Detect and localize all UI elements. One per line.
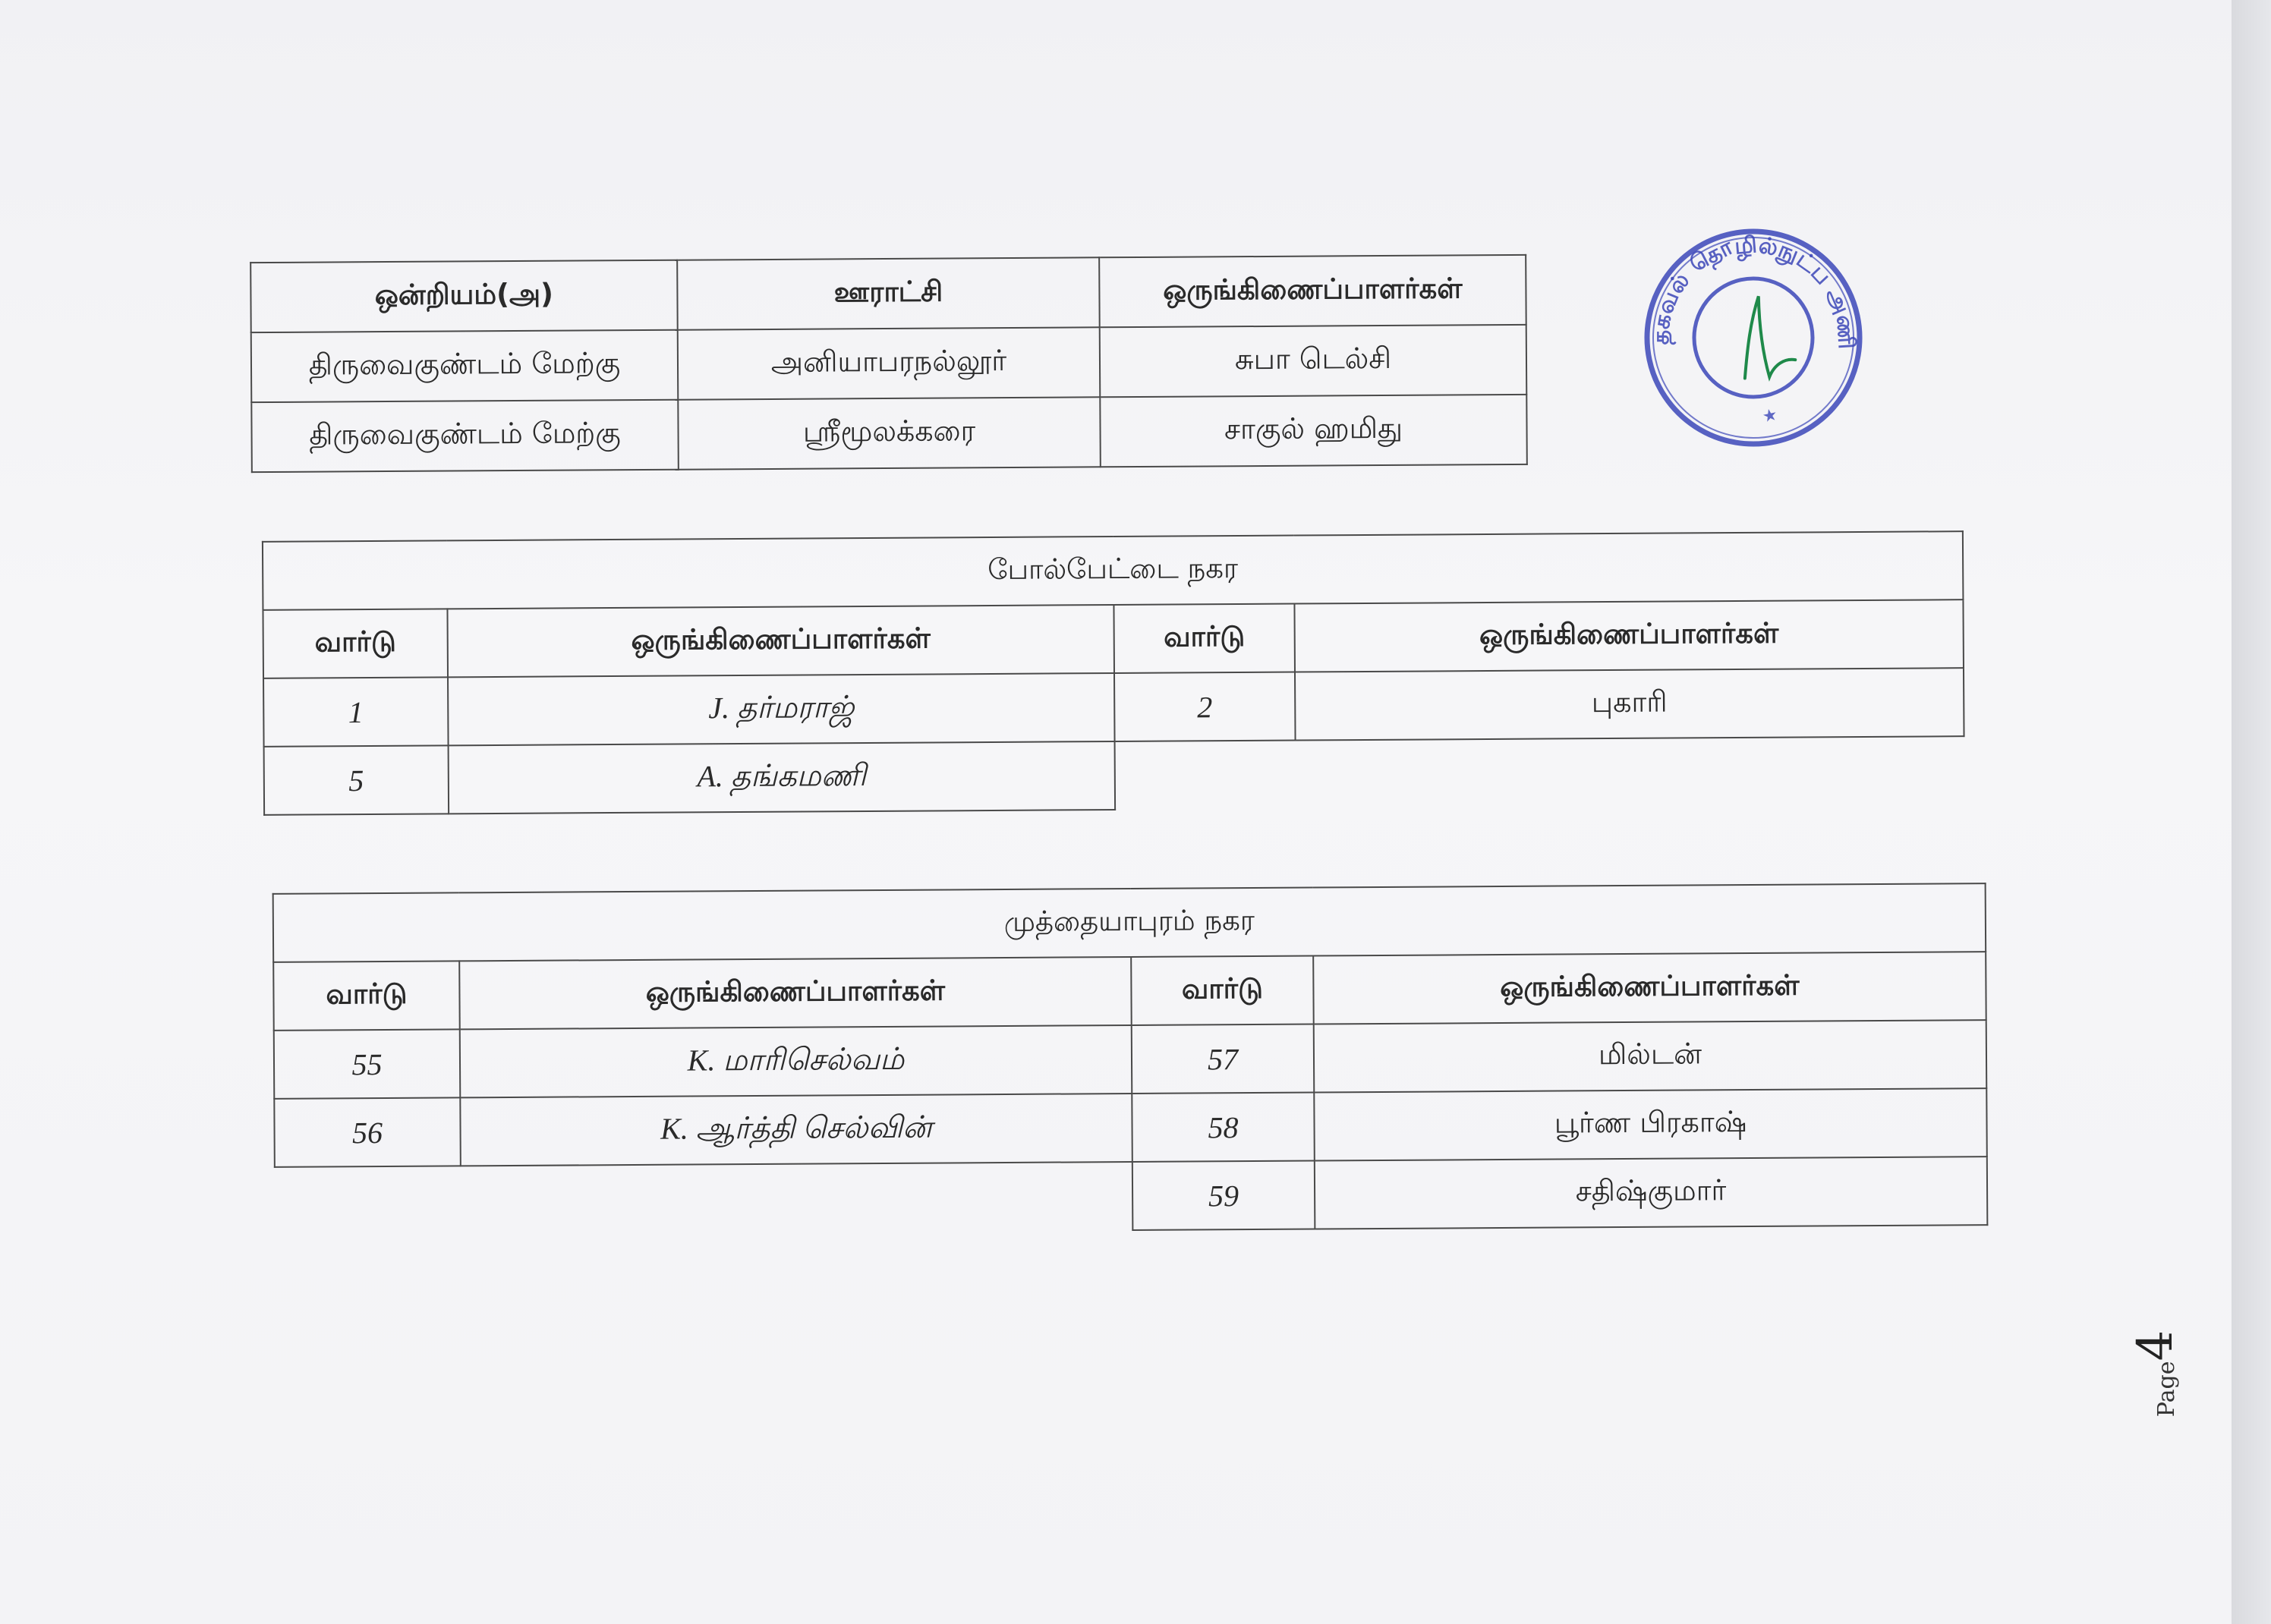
ward-number-cell: 59 [1132,1161,1315,1230]
table-header-row [273,952,1986,1031]
page-edge-shadow [2232,0,2271,1624]
coordinator-cell: K. ஆர்த்தி செல்வின் [460,1094,1132,1166]
column-header-ward: வார்டு [1131,956,1314,1025]
table-row [263,668,1964,747]
coordinator-cell: சுபா டெல்சி [1100,325,1527,397]
table-title: முத்தையாபுரம் நகர [273,883,1986,962]
coordinator-cell: புகாரி [1295,668,1964,740]
ward-number-cell: 1 [263,677,449,746]
coordinator-cell: பூர்ண பிரகாஷ் [1314,1088,1987,1160]
svg-text:தகவல் தொழில்நுட்ப அணி: தகவல் தொழில்நுட்ப அணி [1647,231,1860,350]
column-header-panchayat: ஊராட்சி [677,257,1100,329]
coordinator-cell: சதிஷ்குமார் [1315,1157,1988,1229]
column-header-coordinators: ஒருங்கிணைப்பாளர்கள் [459,957,1132,1029]
union-cell: திருவைகுண்டம் மேற்கு [251,330,679,402]
column-header-coordinators: ஒருங்கிணைப்பாளர்கள் [1099,255,1526,327]
column-header-coordinators: ஒருங்கிணைப்பாளர்கள் [447,605,1114,677]
table-header-row [250,255,1526,332]
table-title: போல்பேட்டை நகர [263,531,1964,610]
coordinator-cell: A. தங்கமணி [449,741,1116,814]
column-header-union: ஒன்றியம்(அ) [250,260,678,332]
coordinator-cell: K. மாரிசெல்வம் [460,1025,1132,1097]
empty-cell [275,1162,1133,1235]
ward-number-cell: 56 [274,1097,461,1166]
table-row [274,1088,1987,1167]
page-label: Page [2153,1361,2180,1418]
panchayat-cell: அனியாபரநல்லூர் [678,327,1101,399]
table-row [251,395,1527,472]
svg-text:★: ★ [1760,404,1780,427]
column-header-ward: வார்டு [263,609,448,678]
union-coordinators-table [250,254,1528,473]
column-header-coordinators: ஒருங்கிணைப்பாளர்கள் [1313,952,1986,1024]
column-header-ward: வார்டு [273,961,460,1030]
union-cell: திருவைகுண்டம் மேற்கு [251,400,679,472]
table-row [251,325,1527,402]
column-header-ward: வார்டு [1113,604,1295,673]
ward-number-cell: 57 [1132,1024,1315,1094]
coordinator-cell: J. தர்மராஜ் [448,673,1115,745]
empty-cell [1115,736,1965,810]
column-header-coordinators: ஒருங்கிணைப்பாளர்கள் [1294,600,1964,672]
table-header-row [263,600,1964,678]
ward-number-cell: 58 [1132,1093,1315,1162]
page-number [2074,1320,2184,1427]
organization-seal [1618,203,1888,473]
ward-number-cell: 55 [274,1029,461,1098]
page-number-value: 4 [2128,1330,2184,1361]
table-row [264,736,1965,815]
coordinator-cell: சாகுல் ஹமிது [1100,395,1527,467]
panchayat-cell: ஸ்ரீமூலக்கரை [678,397,1101,469]
polpettai-ward-table [262,530,1965,816]
ward-number-cell: 2 [1114,672,1296,741]
ward-number-cell: 5 [264,745,449,814]
table-row [275,1157,1988,1235]
coordinator-cell: மில்டன் [1314,1020,1987,1092]
muthaiyapuram-ward-table [272,883,1989,1236]
table-row [274,1020,1987,1099]
